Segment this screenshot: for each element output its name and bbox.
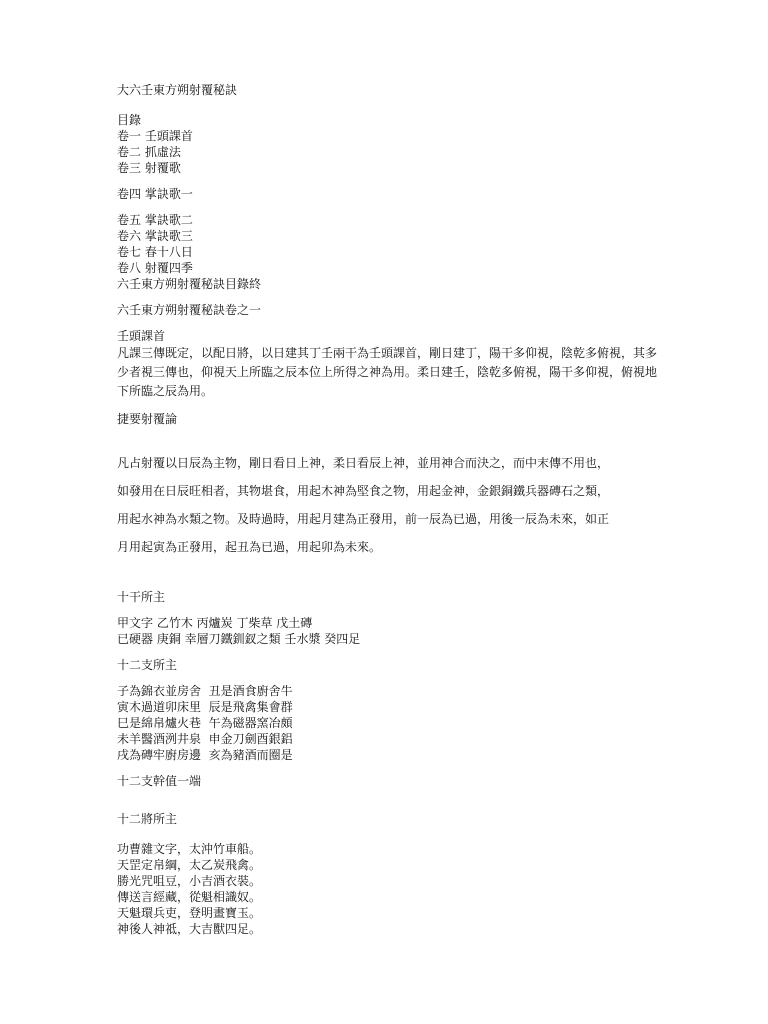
section-heading: 十二將所主: [117, 812, 178, 826]
toc-item: 卷五 掌訣歌二: [117, 213, 193, 227]
list-line: 神後人神祗，大吉獸四足。: [117, 922, 262, 936]
toc-item: 卷三 射覆歌: [117, 161, 181, 175]
list-line: 功曹雜文字，太沖竹車船。: [117, 842, 262, 856]
section-heading: 十二支幹值一端: [117, 774, 202, 788]
list-line: 天魁環兵吏，登明畫寶玉。: [117, 906, 262, 920]
list-line: 寅木過道卯床里 辰是飛禽集會群: [117, 700, 293, 714]
toc-item: 卷二 抓虛法: [117, 145, 181, 159]
list-line: 天罡定帛綱，太乙炭飛禽。: [117, 858, 262, 872]
document-title: 大六壬東方朔射覆秘訣: [117, 83, 238, 97]
paragraph-line: 凡占射覆以日辰為主物，剛日看日上神，柔日看辰上神，並用神合而決之，而中末傳不用也，: [117, 456, 610, 470]
toc-heading: 目錄: [117, 113, 142, 127]
paragraph-line: 用起水神為水類之物。及時過時，用起月建為正發用，前一辰為已過，用後一辰為未來，如正: [117, 512, 610, 526]
section-heading: 十干所主: [117, 590, 166, 604]
paragraph-line: 如發用在日辰旺相者，其物堪食，用起木神為堅食之物，用起金神，金銀銅鐵兵器磚石之類，: [117, 484, 610, 498]
paragraph-line: 月用起寅為正發用，起丑為已過，用起卯為未來。: [117, 540, 382, 554]
section-heading: 捷要射覆論: [117, 412, 178, 426]
list-line: 戌為磚牢廚房邊 亥為豬酒而圈是: [117, 748, 293, 762]
toc-item: 卷四 掌訣歌一: [117, 187, 193, 201]
list-line: 勝光咒咀豆，小吉酒衣裝。: [117, 874, 262, 888]
section-heading: 十二支所主: [117, 658, 178, 672]
section-body: 凡課三傳既定，以配日將，以日建其丁壬兩干為壬頭課首，剛日建丁，陽干多仰視，陰乾多俯視，其多少者視三傳也，仰視天上所臨之辰本位上所得之神為用。柔日建壬，陰乾多俯視，陽干多仰視，俯視地下所臨之辰為用。: [117, 346, 658, 398]
toc-item: 卷七 春十八日: [117, 245, 193, 259]
volume-title: 六壬東方朔射覆秘訣卷之一: [117, 303, 262, 317]
list-line: 巳是綿帛爐火巷 午為磁器窯冶頗: [117, 716, 293, 730]
list-line: 傳送言經藏，從魁相識奴。: [117, 890, 262, 904]
list-line: 甲文字 乙竹木 丙爐炭 丁柴草 戊土磚: [117, 616, 313, 630]
list-line: 子為錦衣並房舍 丑是酒食廚舍牛: [117, 684, 293, 698]
toc-item: 卷一 壬頭課首: [117, 129, 193, 143]
list-line: 未羊醫酒洌井泉 申金刀劍酉銀鋁: [117, 732, 293, 746]
document-page: [117, 82, 657, 937]
list-line: 已硬器 庚銅 幸層刀鐵釧釵之類 壬水漿 癸四足: [117, 632, 361, 646]
toc-end: 六壬東方朔射覆秘訣目錄終: [117, 277, 262, 291]
toc-item: 卷八 射覆四季: [117, 261, 193, 275]
toc-item: 卷六 掌訣歌三: [117, 229, 193, 243]
section-heading: 壬頭課首: [117, 329, 166, 343]
